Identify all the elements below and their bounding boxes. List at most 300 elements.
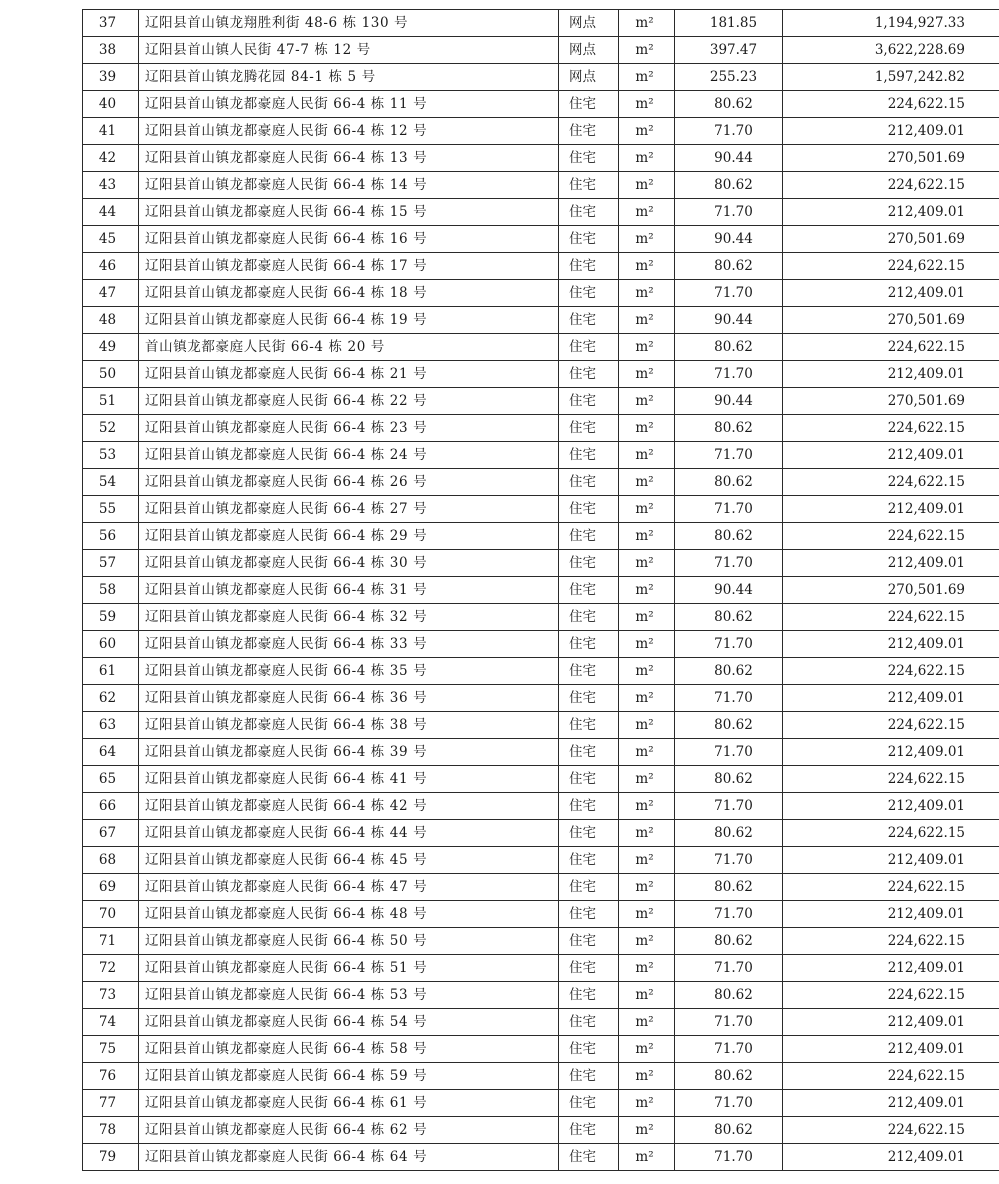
table-row bbox=[83, 928, 999, 955]
use-type-cell: 住宅 bbox=[559, 496, 619, 523]
address-cell: 辽阳县首山镇龙都豪庭人民街 66-4 栋 30 号 bbox=[139, 550, 559, 577]
use-type-cell: 住宅 bbox=[559, 118, 619, 145]
unit-cell: m² bbox=[619, 847, 675, 874]
unit-cell: m² bbox=[619, 982, 675, 1009]
address-cell: 辽阳县首山镇龙都豪庭人民街 66-4 栋 21 号 bbox=[139, 361, 559, 388]
amount-cell: 224,622.15 bbox=[783, 91, 999, 118]
amount-cell: 224,622.15 bbox=[783, 658, 999, 685]
use-type-cell: 网点 bbox=[559, 37, 619, 64]
amount-cell: 270,501.69 bbox=[783, 307, 999, 334]
table-row bbox=[83, 118, 999, 145]
unit-cell: m² bbox=[619, 604, 675, 631]
row-number-cell: 49 bbox=[83, 334, 139, 361]
amount-cell: 270,501.69 bbox=[783, 226, 999, 253]
use-type-cell: 住宅 bbox=[559, 226, 619, 253]
table-row bbox=[83, 145, 999, 172]
use-type-cell: 住宅 bbox=[559, 685, 619, 712]
table-row bbox=[83, 442, 999, 469]
table-row bbox=[83, 577, 999, 604]
use-type-cell: 住宅 bbox=[559, 199, 619, 226]
table-row bbox=[83, 658, 999, 685]
unit-cell: m² bbox=[619, 118, 675, 145]
table-row bbox=[83, 1090, 999, 1117]
use-type-cell: 网点 bbox=[559, 10, 619, 37]
row-number-cell: 61 bbox=[83, 658, 139, 685]
table-row bbox=[83, 388, 999, 415]
amount-cell: 224,622.15 bbox=[783, 523, 999, 550]
amount-cell: 212,409.01 bbox=[783, 1144, 999, 1171]
use-type-cell: 住宅 bbox=[559, 901, 619, 928]
area-cell: 71.70 bbox=[675, 442, 783, 469]
address-cell: 辽阳县首山镇龙都豪庭人民街 66-4 栋 48 号 bbox=[139, 901, 559, 928]
table-row bbox=[83, 523, 999, 550]
unit-cell: m² bbox=[619, 1063, 675, 1090]
amount-cell: 212,409.01 bbox=[783, 118, 999, 145]
address-cell: 辽阳县首山镇龙都豪庭人民街 66-4 栋 32 号 bbox=[139, 604, 559, 631]
amount-cell: 212,409.01 bbox=[783, 631, 999, 658]
unit-cell: m² bbox=[619, 307, 675, 334]
row-number-cell: 45 bbox=[83, 226, 139, 253]
unit-cell: m² bbox=[619, 469, 675, 496]
unit-cell: m² bbox=[619, 280, 675, 307]
area-cell: 71.70 bbox=[675, 901, 783, 928]
table-row bbox=[83, 901, 999, 928]
address-cell: 辽阳县首山镇龙都豪庭人民街 66-4 栋 24 号 bbox=[139, 442, 559, 469]
address-cell: 辽阳县首山镇龙都豪庭人民街 66-4 栋 35 号 bbox=[139, 658, 559, 685]
amount-cell: 212,409.01 bbox=[783, 496, 999, 523]
row-number-cell: 38 bbox=[83, 37, 139, 64]
table-row bbox=[83, 685, 999, 712]
table-row bbox=[83, 1009, 999, 1036]
address-cell: 辽阳县首山镇龙都豪庭人民街 66-4 栋 47 号 bbox=[139, 874, 559, 901]
area-cell: 90.44 bbox=[675, 145, 783, 172]
area-cell: 80.62 bbox=[675, 712, 783, 739]
use-type-cell: 住宅 bbox=[559, 334, 619, 361]
row-number-cell: 64 bbox=[83, 739, 139, 766]
amount-cell: 212,409.01 bbox=[783, 1090, 999, 1117]
table-row bbox=[83, 469, 999, 496]
address-cell: 辽阳县首山镇龙都豪庭人民街 66-4 栋 62 号 bbox=[139, 1117, 559, 1144]
row-number-cell: 77 bbox=[83, 1090, 139, 1117]
row-number-cell: 42 bbox=[83, 145, 139, 172]
use-type-cell: 住宅 bbox=[559, 847, 619, 874]
amount-cell: 1,597,242.82 bbox=[783, 64, 999, 91]
amount-cell: 224,622.15 bbox=[783, 334, 999, 361]
address-cell: 辽阳县首山镇龙都豪庭人民街 66-4 栋 61 号 bbox=[139, 1090, 559, 1117]
amount-cell: 224,622.15 bbox=[783, 1117, 999, 1144]
table-row bbox=[83, 280, 999, 307]
unit-cell: m² bbox=[619, 145, 675, 172]
row-number-cell: 52 bbox=[83, 415, 139, 442]
area-cell: 71.70 bbox=[675, 1144, 783, 1171]
amount-cell: 212,409.01 bbox=[783, 1009, 999, 1036]
address-cell: 辽阳县首山镇龙都豪庭人民街 66-4 栋 64 号 bbox=[139, 1144, 559, 1171]
area-cell: 90.44 bbox=[675, 307, 783, 334]
row-number-cell: 65 bbox=[83, 766, 139, 793]
area-cell: 71.70 bbox=[675, 793, 783, 820]
area-cell: 71.70 bbox=[675, 199, 783, 226]
use-type-cell: 住宅 bbox=[559, 982, 619, 1009]
area-cell: 80.62 bbox=[675, 334, 783, 361]
amount-cell: 224,622.15 bbox=[783, 253, 999, 280]
area-cell: 71.70 bbox=[675, 631, 783, 658]
address-cell: 辽阳县首山镇龙都豪庭人民街 66-4 栋 27 号 bbox=[139, 496, 559, 523]
row-number-cell: 37 bbox=[83, 10, 139, 37]
use-type-cell: 住宅 bbox=[559, 307, 619, 334]
table-row bbox=[83, 793, 999, 820]
unit-cell: m² bbox=[619, 712, 675, 739]
use-type-cell: 住宅 bbox=[559, 1063, 619, 1090]
table-row bbox=[83, 496, 999, 523]
unit-cell: m² bbox=[619, 955, 675, 982]
amount-cell: 3,622,228.69 bbox=[783, 37, 999, 64]
address-cell: 辽阳县首山镇龙都豪庭人民街 66-4 栋 22 号 bbox=[139, 388, 559, 415]
unit-cell: m² bbox=[619, 550, 675, 577]
address-cell: 辽阳县首山镇龙都豪庭人民街 66-4 栋 36 号 bbox=[139, 685, 559, 712]
use-type-cell: 住宅 bbox=[559, 280, 619, 307]
amount-cell: 212,409.01 bbox=[783, 199, 999, 226]
table-row bbox=[83, 712, 999, 739]
amount-cell: 224,622.15 bbox=[783, 415, 999, 442]
use-type-cell: 住宅 bbox=[559, 928, 619, 955]
unit-cell: m² bbox=[619, 631, 675, 658]
row-number-cell: 53 bbox=[83, 442, 139, 469]
amount-cell: 212,409.01 bbox=[783, 793, 999, 820]
address-cell: 首山镇龙都豪庭人民街 66-4 栋 20 号 bbox=[139, 334, 559, 361]
use-type-cell: 住宅 bbox=[559, 415, 619, 442]
area-cell: 80.62 bbox=[675, 982, 783, 1009]
amount-cell: 212,409.01 bbox=[783, 739, 999, 766]
amount-cell: 224,622.15 bbox=[783, 469, 999, 496]
amount-cell: 212,409.01 bbox=[783, 1036, 999, 1063]
use-type-cell: 住宅 bbox=[559, 577, 619, 604]
use-type-cell: 住宅 bbox=[559, 172, 619, 199]
area-cell: 90.44 bbox=[675, 577, 783, 604]
address-cell: 辽阳县首山镇龙都豪庭人民街 66-4 栋 14 号 bbox=[139, 172, 559, 199]
unit-cell: m² bbox=[619, 820, 675, 847]
area-cell: 90.44 bbox=[675, 388, 783, 415]
table-row bbox=[83, 37, 999, 64]
area-cell: 80.62 bbox=[675, 658, 783, 685]
unit-cell: m² bbox=[619, 901, 675, 928]
row-number-cell: 57 bbox=[83, 550, 139, 577]
table-row bbox=[83, 253, 999, 280]
table-row bbox=[83, 847, 999, 874]
table-row bbox=[83, 739, 999, 766]
address-cell: 辽阳县首山镇龙都豪庭人民街 66-4 栋 17 号 bbox=[139, 253, 559, 280]
table-row bbox=[83, 199, 999, 226]
address-cell: 辽阳县首山镇龙都豪庭人民街 66-4 栋 50 号 bbox=[139, 928, 559, 955]
row-number-cell: 79 bbox=[83, 1144, 139, 1171]
row-number-cell: 70 bbox=[83, 901, 139, 928]
use-type-cell: 住宅 bbox=[559, 1144, 619, 1171]
table-row bbox=[83, 415, 999, 442]
unit-cell: m² bbox=[619, 1144, 675, 1171]
use-type-cell: 住宅 bbox=[559, 442, 619, 469]
use-type-cell: 住宅 bbox=[559, 388, 619, 415]
address-cell: 辽阳县首山镇龙翔胜利街 48-6 栋 130 号 bbox=[139, 10, 559, 37]
area-cell: 80.62 bbox=[675, 1117, 783, 1144]
row-number-cell: 43 bbox=[83, 172, 139, 199]
address-cell: 辽阳县首山镇龙都豪庭人民街 66-4 栋 41 号 bbox=[139, 766, 559, 793]
use-type-cell: 住宅 bbox=[559, 91, 619, 118]
address-cell: 辽阳县首山镇龙都豪庭人民街 66-4 栋 16 号 bbox=[139, 226, 559, 253]
amount-cell: 224,622.15 bbox=[783, 766, 999, 793]
address-cell: 辽阳县首山镇龙都豪庭人民街 66-4 栋 45 号 bbox=[139, 847, 559, 874]
area-cell: 80.62 bbox=[675, 91, 783, 118]
address-cell: 辽阳县首山镇龙都豪庭人民街 66-4 栋 23 号 bbox=[139, 415, 559, 442]
unit-cell: m² bbox=[619, 1117, 675, 1144]
unit-cell: m² bbox=[619, 1090, 675, 1117]
row-number-cell: 67 bbox=[83, 820, 139, 847]
unit-cell: m² bbox=[619, 64, 675, 91]
unit-cell: m² bbox=[619, 91, 675, 118]
address-cell: 辽阳县首山镇龙都豪庭人民街 66-4 栋 13 号 bbox=[139, 145, 559, 172]
unit-cell: m² bbox=[619, 253, 675, 280]
amount-cell: 212,409.01 bbox=[783, 955, 999, 982]
table-row bbox=[83, 550, 999, 577]
unit-cell: m² bbox=[619, 415, 675, 442]
amount-cell: 212,409.01 bbox=[783, 361, 999, 388]
table-row bbox=[83, 226, 999, 253]
table-row bbox=[83, 1063, 999, 1090]
row-number-cell: 51 bbox=[83, 388, 139, 415]
address-cell: 辽阳县首山镇龙都豪庭人民街 66-4 栋 11 号 bbox=[139, 91, 559, 118]
unit-cell: m² bbox=[619, 1009, 675, 1036]
area-cell: 80.62 bbox=[675, 415, 783, 442]
unit-cell: m² bbox=[619, 658, 675, 685]
table-row bbox=[83, 982, 999, 1009]
row-number-cell: 59 bbox=[83, 604, 139, 631]
address-cell: 辽阳县首山镇龙都豪庭人民街 66-4 栋 19 号 bbox=[139, 307, 559, 334]
row-number-cell: 40 bbox=[83, 91, 139, 118]
amount-cell: 224,622.15 bbox=[783, 712, 999, 739]
table-row bbox=[83, 361, 999, 388]
area-cell: 71.70 bbox=[675, 685, 783, 712]
table-row bbox=[83, 1036, 999, 1063]
address-cell: 辽阳县首山镇龙都豪庭人民街 66-4 栋 15 号 bbox=[139, 199, 559, 226]
amount-cell: 1,194,927.33 bbox=[783, 10, 999, 37]
address-cell: 辽阳县首山镇龙都豪庭人民街 66-4 栋 58 号 bbox=[139, 1036, 559, 1063]
table-row bbox=[83, 820, 999, 847]
row-number-cell: 54 bbox=[83, 469, 139, 496]
amount-cell: 224,622.15 bbox=[783, 820, 999, 847]
table-row bbox=[83, 172, 999, 199]
area-cell: 90.44 bbox=[675, 226, 783, 253]
use-type-cell: 住宅 bbox=[559, 658, 619, 685]
table-row bbox=[83, 631, 999, 658]
area-cell: 80.62 bbox=[675, 604, 783, 631]
row-number-cell: 41 bbox=[83, 118, 139, 145]
table-row bbox=[83, 64, 999, 91]
amount-cell: 270,501.69 bbox=[783, 145, 999, 172]
row-number-cell: 50 bbox=[83, 361, 139, 388]
use-type-cell: 住宅 bbox=[559, 874, 619, 901]
table-row bbox=[83, 955, 999, 982]
use-type-cell: 住宅 bbox=[559, 145, 619, 172]
unit-cell: m² bbox=[619, 577, 675, 604]
unit-cell: m² bbox=[619, 199, 675, 226]
address-cell: 辽阳县首山镇龙都豪庭人民街 66-4 栋 51 号 bbox=[139, 955, 559, 982]
area-cell: 255.23 bbox=[675, 64, 783, 91]
use-type-cell: 住宅 bbox=[559, 1036, 619, 1063]
row-number-cell: 58 bbox=[83, 577, 139, 604]
use-type-cell: 住宅 bbox=[559, 739, 619, 766]
table-row bbox=[83, 1144, 999, 1171]
use-type-cell: 住宅 bbox=[559, 766, 619, 793]
unit-cell: m² bbox=[619, 388, 675, 415]
use-type-cell: 住宅 bbox=[559, 1117, 619, 1144]
table-row bbox=[83, 334, 999, 361]
address-cell: 辽阳县首山镇龙都豪庭人民街 66-4 栋 39 号 bbox=[139, 739, 559, 766]
row-number-cell: 46 bbox=[83, 253, 139, 280]
area-cell: 80.62 bbox=[675, 820, 783, 847]
amount-cell: 212,409.01 bbox=[783, 901, 999, 928]
row-number-cell: 44 bbox=[83, 199, 139, 226]
unit-cell: m² bbox=[619, 1036, 675, 1063]
use-type-cell: 住宅 bbox=[559, 604, 619, 631]
address-cell: 辽阳县首山镇龙都豪庭人民街 66-4 栋 54 号 bbox=[139, 1009, 559, 1036]
amount-cell: 224,622.15 bbox=[783, 1063, 999, 1090]
amount-cell: 270,501.69 bbox=[783, 388, 999, 415]
unit-cell: m² bbox=[619, 766, 675, 793]
address-cell: 辽阳县首山镇龙都豪庭人民街 66-4 栋 31 号 bbox=[139, 577, 559, 604]
use-type-cell: 住宅 bbox=[559, 631, 619, 658]
row-number-cell: 48 bbox=[83, 307, 139, 334]
amount-cell: 224,622.15 bbox=[783, 982, 999, 1009]
area-cell: 71.70 bbox=[675, 1009, 783, 1036]
use-type-cell: 住宅 bbox=[559, 955, 619, 982]
address-cell: 辽阳县首山镇龙都豪庭人民街 66-4 栋 38 号 bbox=[139, 712, 559, 739]
area-cell: 80.62 bbox=[675, 766, 783, 793]
area-cell: 71.70 bbox=[675, 1036, 783, 1063]
area-cell: 80.62 bbox=[675, 172, 783, 199]
area-cell: 80.62 bbox=[675, 1063, 783, 1090]
property-ledger-table bbox=[82, 9, 999, 1171]
table-row bbox=[83, 307, 999, 334]
row-number-cell: 55 bbox=[83, 496, 139, 523]
address-cell: 辽阳县首山镇龙都豪庭人民街 66-4 栋 18 号 bbox=[139, 280, 559, 307]
unit-cell: m² bbox=[619, 361, 675, 388]
row-number-cell: 74 bbox=[83, 1009, 139, 1036]
row-number-cell: 71 bbox=[83, 928, 139, 955]
unit-cell: m² bbox=[619, 928, 675, 955]
table-row bbox=[83, 604, 999, 631]
unit-cell: m² bbox=[619, 334, 675, 361]
address-cell: 辽阳县首山镇龙都豪庭人民街 66-4 栋 26 号 bbox=[139, 469, 559, 496]
area-cell: 71.70 bbox=[675, 496, 783, 523]
amount-cell: 270,501.69 bbox=[783, 577, 999, 604]
row-number-cell: 56 bbox=[83, 523, 139, 550]
area-cell: 80.62 bbox=[675, 928, 783, 955]
area-cell: 80.62 bbox=[675, 469, 783, 496]
use-type-cell: 住宅 bbox=[559, 1009, 619, 1036]
amount-cell: 224,622.15 bbox=[783, 874, 999, 901]
area-cell: 80.62 bbox=[675, 253, 783, 280]
ledger-body bbox=[83, 10, 999, 1171]
use-type-cell: 住宅 bbox=[559, 469, 619, 496]
amount-cell: 212,409.01 bbox=[783, 442, 999, 469]
row-number-cell: 62 bbox=[83, 685, 139, 712]
use-type-cell: 住宅 bbox=[559, 253, 619, 280]
row-number-cell: 68 bbox=[83, 847, 139, 874]
row-number-cell: 39 bbox=[83, 64, 139, 91]
amount-cell: 224,622.15 bbox=[783, 928, 999, 955]
address-cell: 辽阳县首山镇龙都豪庭人民街 66-4 栋 44 号 bbox=[139, 820, 559, 847]
row-number-cell: 73 bbox=[83, 982, 139, 1009]
area-cell: 71.70 bbox=[675, 1090, 783, 1117]
unit-cell: m² bbox=[619, 739, 675, 766]
address-cell: 辽阳县首山镇人民街 47-7 栋 12 号 bbox=[139, 37, 559, 64]
area-cell: 71.70 bbox=[675, 847, 783, 874]
unit-cell: m² bbox=[619, 37, 675, 64]
area-cell: 71.70 bbox=[675, 739, 783, 766]
area-cell: 80.62 bbox=[675, 874, 783, 901]
unit-cell: m² bbox=[619, 226, 675, 253]
address-cell: 辽阳县首山镇龙腾花园 84-1 栋 5 号 bbox=[139, 64, 559, 91]
area-cell: 71.70 bbox=[675, 361, 783, 388]
row-number-cell: 60 bbox=[83, 631, 139, 658]
use-type-cell: 住宅 bbox=[559, 550, 619, 577]
table-row bbox=[83, 766, 999, 793]
address-cell: 辽阳县首山镇龙都豪庭人民街 66-4 栋 42 号 bbox=[139, 793, 559, 820]
unit-cell: m² bbox=[619, 442, 675, 469]
address-cell: 辽阳县首山镇龙都豪庭人民街 66-4 栋 12 号 bbox=[139, 118, 559, 145]
row-number-cell: 63 bbox=[83, 712, 139, 739]
property-ledger-sheet bbox=[82, 9, 999, 1171]
address-cell: 辽阳县首山镇龙都豪庭人民街 66-4 栋 29 号 bbox=[139, 523, 559, 550]
area-cell: 181.85 bbox=[675, 10, 783, 37]
unit-cell: m² bbox=[619, 172, 675, 199]
amount-cell: 212,409.01 bbox=[783, 550, 999, 577]
address-cell: 辽阳县首山镇龙都豪庭人民街 66-4 栋 53 号 bbox=[139, 982, 559, 1009]
use-type-cell: 住宅 bbox=[559, 361, 619, 388]
area-cell: 71.70 bbox=[675, 118, 783, 145]
area-cell: 80.62 bbox=[675, 523, 783, 550]
row-number-cell: 72 bbox=[83, 955, 139, 982]
use-type-cell: 住宅 bbox=[559, 793, 619, 820]
area-cell: 397.47 bbox=[675, 37, 783, 64]
unit-cell: m² bbox=[619, 523, 675, 550]
amount-cell: 212,409.01 bbox=[783, 280, 999, 307]
unit-cell: m² bbox=[619, 496, 675, 523]
unit-cell: m² bbox=[619, 685, 675, 712]
use-type-cell: 住宅 bbox=[559, 820, 619, 847]
use-type-cell: 网点 bbox=[559, 64, 619, 91]
table-row bbox=[83, 10, 999, 37]
unit-cell: m² bbox=[619, 793, 675, 820]
row-number-cell: 47 bbox=[83, 280, 139, 307]
amount-cell: 212,409.01 bbox=[783, 847, 999, 874]
address-cell: 辽阳县首山镇龙都豪庭人民街 66-4 栋 59 号 bbox=[139, 1063, 559, 1090]
row-number-cell: 75 bbox=[83, 1036, 139, 1063]
use-type-cell: 住宅 bbox=[559, 1090, 619, 1117]
use-type-cell: 住宅 bbox=[559, 523, 619, 550]
table-row bbox=[83, 874, 999, 901]
unit-cell: m² bbox=[619, 10, 675, 37]
table-row bbox=[83, 91, 999, 118]
row-number-cell: 69 bbox=[83, 874, 139, 901]
address-cell: 辽阳县首山镇龙都豪庭人民街 66-4 栋 33 号 bbox=[139, 631, 559, 658]
row-number-cell: 66 bbox=[83, 793, 139, 820]
area-cell: 71.70 bbox=[675, 280, 783, 307]
table-row bbox=[83, 1117, 999, 1144]
area-cell: 71.70 bbox=[675, 955, 783, 982]
amount-cell: 212,409.01 bbox=[783, 685, 999, 712]
area-cell: 71.70 bbox=[675, 550, 783, 577]
use-type-cell: 住宅 bbox=[559, 712, 619, 739]
unit-cell: m² bbox=[619, 874, 675, 901]
